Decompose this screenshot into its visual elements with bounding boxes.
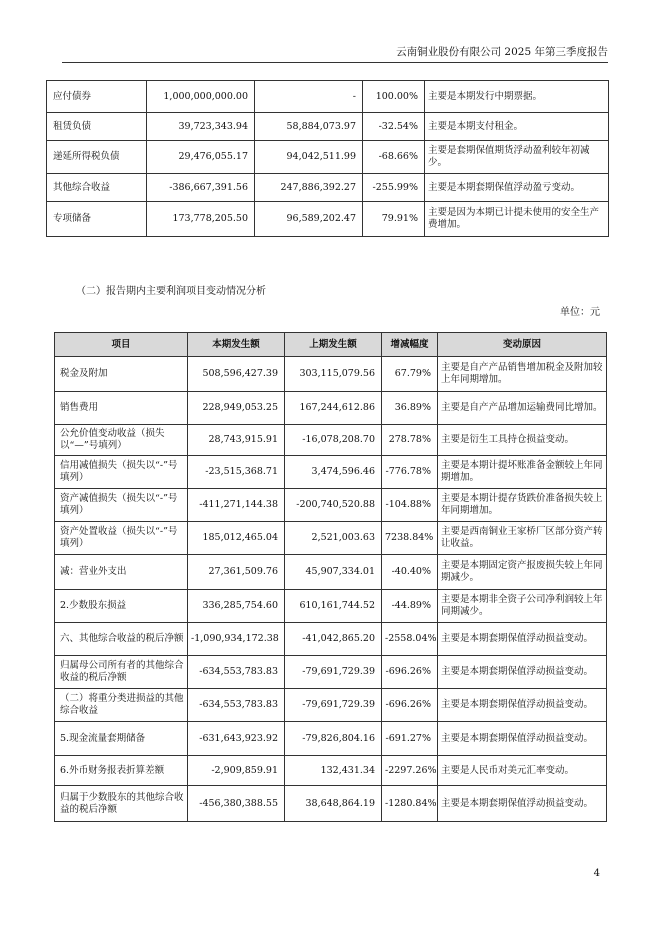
table-row [47,202,609,237]
row-change-reason: 主要是本期固定资产报废损失较上年同期减少。 [438,555,607,590]
row-change-reason: 主要是本期套期保值浮动盈亏变动。 [425,174,609,202]
row-current-amount: 228,949,053.25 [188,392,285,425]
row-change-rate: -32.54% [363,113,425,141]
table-row [55,522,607,555]
row-previous-amount: 3,474,596.46 [285,456,382,489]
row-current-amount: 336,285,754.60 [188,590,285,623]
row-item: 归属母公司所有者的其他综合收益的税后净额 [55,656,188,689]
row-current-amount: 29,476,055.17 [147,141,255,174]
row-item: 六、其他综合收益的税后净额 [55,623,188,656]
row-change-rate: 7238.84% [382,522,438,555]
row-current-amount: 1,000,000,000.00 [147,81,255,113]
row-change-rate: 79.91% [363,202,425,237]
table-row [55,656,607,689]
row-change-reason: 主要是本期套期保值浮动损益变动。 [438,689,607,722]
table-row [55,392,607,425]
row-change-reason: 主要是本期支付租金。 [425,113,609,141]
row-previous-amount: 94,042,511.99 [255,141,363,174]
row-change-reason: 主要是本期非全资子公司净利润较上年同期减少。 [438,590,607,623]
row-current-amount: -634,553,783.83 [188,656,285,689]
row-previous-amount: -79,691,729.39 [285,656,382,689]
row-previous-amount: - [255,81,363,113]
page-header [62,44,608,63]
table-row [55,623,607,656]
table-row [55,357,607,392]
row-change-rate: -696.26% [382,656,438,689]
table-row [55,456,607,489]
row-change-rate: -40.40% [382,555,438,590]
row-previous-amount: 38,648,864.19 [285,786,382,822]
row-change-reason: 主要是本期计提存货跌价准备损失较上年同期增加。 [438,489,607,522]
table-row [47,113,609,141]
row-change-reason: 主要是本期发行中期票据。 [425,81,609,113]
row-item: 归属于少数股东的其他综合收益的税后净额 [55,786,188,822]
row-current-amount: -2,909,859.91 [188,756,285,786]
report-title: 云南铜业股份有限公司 2025 年第三季度报告 [396,46,608,58]
table-row [55,689,607,722]
row-item: （二）将重分类进损益的其他综合收益 [55,689,188,722]
row-change-reason: 主要是因为本期已计提未使用的安全生产费增加。 [425,202,609,237]
row-change-reason: 主要是本期套期保值浮动损益变动。 [438,722,607,756]
row-change-reason: 主要是自产产品销售增加税金及附加较上年同期增加。 [438,357,607,392]
row-item: 公允价值变动收益（损失以“—”号填列） [55,425,188,456]
table-row [55,756,607,786]
row-item: 专项储备 [47,202,147,237]
row-change-reason: 主要是本期套期保值浮动损益变动。 [438,786,607,822]
row-item: 销售费用 [55,392,188,425]
row-item: 2.少数股东损益 [55,590,188,623]
row-item: 5.现金流量套期储备 [55,722,188,756]
row-current-amount: -386,667,391.56 [147,174,255,202]
table-row [55,786,607,822]
row-current-amount: 28,743,915.91 [188,425,285,456]
header-change: 增减幅度 [382,333,438,357]
header-current: 本期发生额 [188,333,285,357]
table-row [55,489,607,522]
row-previous-amount: 303,115,079.56 [285,357,382,392]
row-item: 减：营业外支出 [55,555,188,590]
table-row [55,425,607,456]
row-change-rate: -255.99% [363,174,425,202]
row-change-rate: -696.26% [382,689,438,722]
row-current-amount: -631,643,923.92 [188,722,285,756]
table-row [47,174,609,202]
row-previous-amount: 2,521,003.63 [285,522,382,555]
row-current-amount: 508,596,427.39 [188,357,285,392]
row-current-amount: -1,090,934,172.38 [188,623,285,656]
row-item: 6.外币财务报表折算差额 [55,756,188,786]
page-number: 4 [593,868,600,879]
row-change-reason: 主要是自产产品增加运输费同比增加。 [438,392,607,425]
row-change-rate: -691.27% [382,722,438,756]
row-change-rate: -2558.04% [382,623,438,656]
row-current-amount: -456,380,388.55 [188,786,285,822]
row-item: 递延所得税负债 [47,141,147,174]
row-change-rate: 278.78% [382,425,438,456]
section-title: （二）报告期内主要利润项目变动情况分析 [76,286,266,297]
row-previous-amount: 610,161,744.52 [285,590,382,623]
row-change-rate: -104.88% [382,489,438,522]
row-change-reason: 主要是本期计提坏账准备金额较上年同期增加。 [438,456,607,489]
header-item: 项目 [55,333,188,357]
row-previous-amount: 45,907,334.01 [285,555,382,590]
row-change-rate: -2297.26% [382,756,438,786]
row-change-reason: 主要是本期套期保值浮动损益变动。 [438,656,607,689]
row-previous-amount: -200,740,520.88 [285,489,382,522]
row-current-amount: 173,778,205.50 [147,202,255,237]
header-reason: 变动原因 [438,333,607,357]
row-current-amount: 185,012,465.04 [188,522,285,555]
row-previous-amount: 58,884,073.97 [255,113,363,141]
table-row [55,555,607,590]
row-previous-amount: -41,042,865.20 [285,623,382,656]
row-item: 租赁负债 [47,113,147,141]
row-item: 信用减值损失（损失以“-”号填列） [55,456,188,489]
row-change-reason: 主要是西南铜业王家桥厂区部分资产转让收益。 [438,522,607,555]
row-previous-amount: -79,691,729.39 [285,689,382,722]
row-previous-amount: -79,826,804.16 [285,722,382,756]
row-previous-amount: 247,886,392.27 [255,174,363,202]
row-item: 其他综合收益 [47,174,147,202]
row-change-rate: 36.89% [382,392,438,425]
row-current-amount: -23,515,368.71 [188,456,285,489]
table-row [55,590,607,623]
row-current-amount: -411,271,144.38 [188,489,285,522]
unit-label: 单位：元 [560,307,600,318]
table-row [47,81,609,113]
row-change-rate: -44.89% [382,590,438,623]
row-change-reason: 主要是人民币对美元汇率变动。 [438,756,607,786]
row-item: 资产处置收益（损失以“-”号填列） [55,522,188,555]
row-previous-amount: 167,244,612.86 [285,392,382,425]
row-change-rate: 100.00% [363,81,425,113]
table-row [55,722,607,756]
row-current-amount: -634,553,783.83 [188,689,285,722]
row-change-rate: -68.66% [363,141,425,174]
row-current-amount: 39,723,343.94 [147,113,255,141]
row-change-reason: 主要是本期套期保值浮动损益变动。 [438,623,607,656]
row-item: 应付债券 [47,81,147,113]
header-previous: 上期发生额 [285,333,382,357]
row-change-rate: -776.78% [382,456,438,489]
row-item: 资产减值损失（损失以“-”号填列） [55,489,188,522]
profit-changes-table [54,332,607,822]
row-current-amount: 27,361,509.76 [188,555,285,590]
table-row [47,141,609,174]
row-change-reason: 主要是套期保值期货浮动盈利较年初减少。 [425,141,609,174]
balance-sheet-changes-table [46,80,609,237]
row-item: 税金及附加 [55,357,188,392]
row-change-rate: -1280.84% [382,786,438,822]
row-change-reason: 主要是衍生工具持仓损益变动。 [438,425,607,456]
row-change-rate: 67.79% [382,357,438,392]
table-header-row [55,333,607,357]
row-previous-amount: -16,078,208.70 [285,425,382,456]
row-previous-amount: 96,589,202.47 [255,202,363,237]
row-previous-amount: 132,431.34 [285,756,382,786]
